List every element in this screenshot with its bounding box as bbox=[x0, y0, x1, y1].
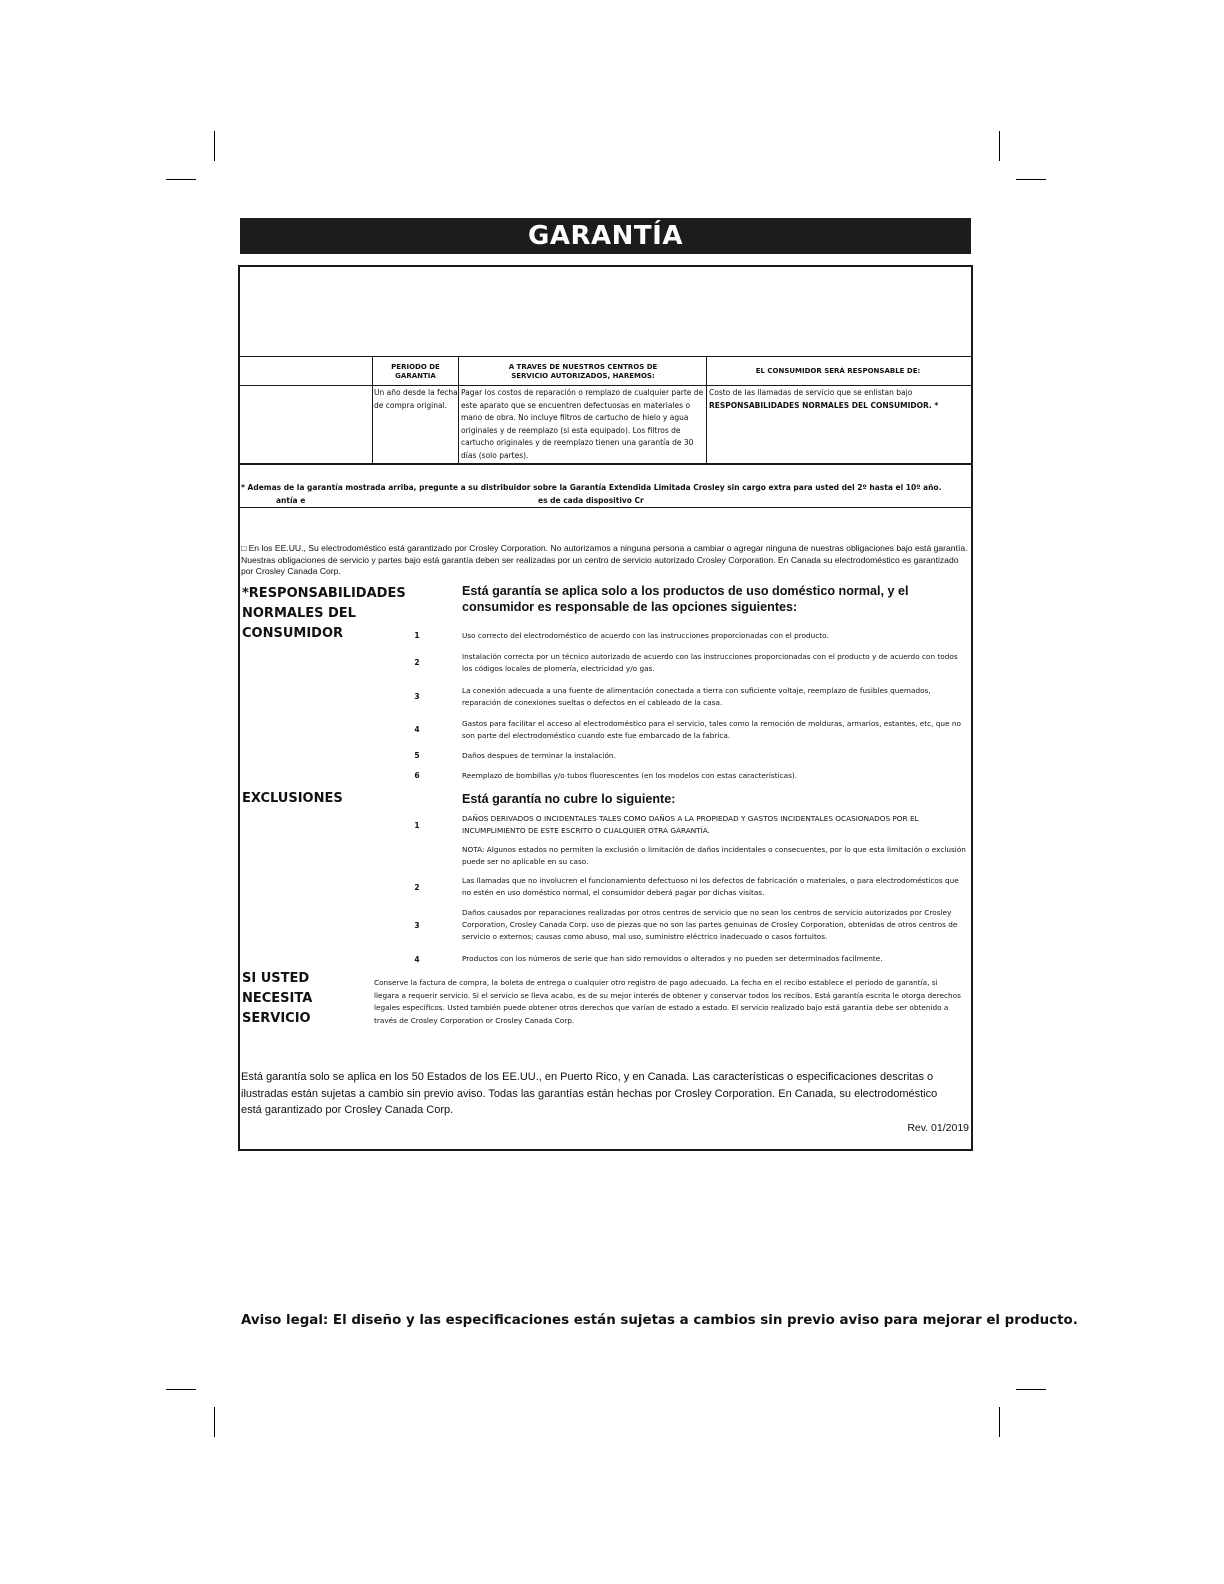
table-column-divider bbox=[458, 356, 459, 463]
exclusion-item: Productos con los números de serie que han sido removidos o alterados y no pueden ser determinados facilmente. bbox=[462, 954, 883, 963]
crop-mark bbox=[166, 179, 196, 180]
responsibility-item: La conexión adecuada a una fuente de alimentación conectada a tierra con suficiente voltaje, reemplazo de fusibles quemados, reparación de conexiones sueltas o defectos en el cableado de la casa. bbox=[462, 686, 931, 707]
responsibilities-label: *RESPONSABILIDADES NORMALES DEL CONSUMIDOR bbox=[242, 586, 406, 641]
crop-mark bbox=[1016, 1389, 1046, 1390]
exclusion-item: Daños causados por reparaciones realizadas por otros centros de servicio que no sean los centros de servicio autorizados por Crosley Corporation, Crosley Canada Corp. uso de piezas que no son las partes genuinas de Crosley Corporation, obtenidas de otros centros de servicio o externos; causas como abuso, mal uso, suministro eléctrico inadecuado o casos fortuitos. bbox=[462, 908, 958, 941]
period-header: PERIODO DE GARANTIA bbox=[391, 363, 440, 380]
legal-notice: Aviso legal: El diseño y las especificaciones están sujetas a cambios sin previo aviso para mejorar el producto. bbox=[241, 1313, 1078, 1328]
exclusion-note: NOTA: Algunos estados no permiten la exclusión o limitación de daños incidentales o consecuentes, por lo que esta limitación o exclusión puede ser no aplicable en su caso. bbox=[462, 845, 966, 866]
exclusion-item: Las llamadas que no involucren el funcionamiento defectuoso ni los defectos de fabricación o materiales, o para electrodomésticos que no estén en uso doméstico normal, el consumidor deberá pagar por dichas visitas. bbox=[462, 876, 959, 897]
service-header: A TRAVES DE NUESTROS CENTROS DE SERVICIO AUTORIZADOS, HAREMOS: bbox=[508, 363, 658, 380]
responsibilities-heading: Está garantía se aplica solo a los productos de uso doméstico normal, y el consumidor es responsable de las opciones siguientes: bbox=[462, 584, 909, 614]
item-number: 2 bbox=[414, 883, 420, 892]
responsibility-item: Reemplazo de bombillas y/o tubos fluorescentes (en los modelos con estas características). bbox=[462, 771, 798, 780]
responsibility-item: Daños despues de terminar la instalación. bbox=[462, 751, 616, 760]
item-number: 3 bbox=[414, 692, 420, 701]
item-number: 1 bbox=[414, 631, 420, 640]
consumer-cell: Costo de las llamadas de servicio que se enlistan bajo RESPONSABILIDADES NORMALES DEL CONSUMIDOR. * bbox=[709, 388, 939, 410]
item-number: 3 bbox=[414, 921, 420, 930]
table-bottom-line bbox=[240, 463, 971, 465]
consumer-header: EL CONSUMIDOR SERÁ RESPONSABLE DE: bbox=[755, 367, 921, 375]
item-number: 4 bbox=[414, 725, 420, 734]
extended-warranty-note: * Ademas de la garantía mostrada arriba, pregunte a su distribuidor sobre la Garantía Extendida Limitada Crosley sin cargo extra para usted del 2º hasta el 10º año. bbox=[241, 483, 942, 492]
service-cell: Pagar los costos de reparación o remplazo de cualquier parte de este aparato que se encuentren defectuosas en materiales o mano de obra. No incluye filtros de cartucho de hielo y agua originales y de reemplazo (si esta equipado). Los filtros de cartucho originales y de reemplazo tienen una garantía de 30 días (solo partes). bbox=[461, 388, 704, 460]
item-number: 4 bbox=[414, 955, 420, 964]
responsibility-item: Gastos para facilitar el acceso al electrodoméstico para el servicio, tales como la remoción de molduras, armarios, estantes, etc, que no son parte del electrodoméstico cuando este fue embarcado de la fabrica. bbox=[462, 719, 961, 740]
exclusion-item: DAÑOS DERIVADOS O INCIDENTALES TALES COMO DAÑOS A LA PROPIEDAD Y GASTOS INCIDENTALES OCASIONADOS POR EL INCUMPLIMIENTO DE ESTE ESCRITO O CUALQUIER OTRA GARANTÍA. bbox=[462, 814, 919, 835]
period-cell: Un año desde la fecha de compra original. bbox=[374, 388, 458, 410]
crop-mark bbox=[1016, 179, 1046, 180]
revision-label: Rev. 01/2019 bbox=[907, 1122, 969, 1134]
table-header-line bbox=[240, 385, 971, 386]
table-top-line bbox=[240, 356, 971, 357]
note-bottom-line bbox=[240, 507, 971, 508]
exclusions-label: EXCLUSIONES bbox=[242, 791, 343, 806]
item-number: 1 bbox=[414, 821, 420, 830]
exclusions-heading: Está garantía no cubre lo siguiente: bbox=[462, 792, 676, 806]
page-title: GARANTÍA bbox=[240, 218, 971, 254]
item-number: 6 bbox=[414, 771, 420, 780]
responsibility-item: Uso correcto del electrodoméstico de acuerdo con las instrucciones proporcionadas con el producto. bbox=[462, 631, 829, 640]
coverage-paragraph: Está garantía solo se aplica en los 50 Estados de los EE.UU., en Puerto Rico, y en Canada. Las características o especificaciones descritas o ilustradas están sujetas a cambio sin previo aviso. Todas las garantías están hechas por Crosley Corporation. En Canada, su electrodoméstico está garantizado por Crosley Canada Corp. bbox=[241, 1071, 938, 1116]
crop-mark bbox=[214, 131, 215, 161]
crop-mark bbox=[166, 1389, 196, 1390]
item-number: 5 bbox=[414, 751, 420, 760]
responsibility-item: Instalación correcta por un técnico autorizado de acuerdo con las instrucciones proporcionadas con el producto y de acuerdo con todos los códigos locales de plomería, electricidad y/o gas. bbox=[462, 652, 958, 673]
service-text: Conserve la factura de compra, la boleta de entrega o cualquier otro registro de pago adecuado. La fecha en el recibo establece el periodo de garantía, si llegara a requerir servicio. Si el servicio se lleva acabo, es de su mejor interés de obtener y conservar todos los recibos. Está garantía escrita le otorga derechos legales específicos. Usted también puede obtener otros derechos que varían de estado a estado. El servicio realizado bajo está garantía debe ser obtenido a través de Crosley Corporation or Crosley Canada Corp. bbox=[374, 978, 961, 1025]
warranty-box bbox=[238, 265, 973, 1151]
crop-mark bbox=[214, 1407, 215, 1437]
intro-paragraph: □ En los EE.UU., Su electrodoméstico está garantizado por Crosley Corporation. No autorizamos a ninguna persona a cambiar o agregar ninguna de nuestras obligaciones bajo está garantía. Nuestras obligaciones de servicio y partes bajo está garantía deben ser realizadas por un centro de servicio autorizado Crosley Corporation. En Canada su electrodoméstico es garantizado por Crosley Canada Corp. bbox=[241, 543, 968, 576]
extended-fragment: antía e bbox=[276, 496, 306, 505]
item-number: 2 bbox=[414, 658, 420, 667]
crop-mark bbox=[999, 1407, 1000, 1437]
crop-mark bbox=[999, 131, 1000, 161]
extended-fragment: es de cada dispositivo Cr bbox=[538, 496, 644, 505]
service-label: SI USTED NECESITA SERVICIO bbox=[242, 971, 313, 1026]
